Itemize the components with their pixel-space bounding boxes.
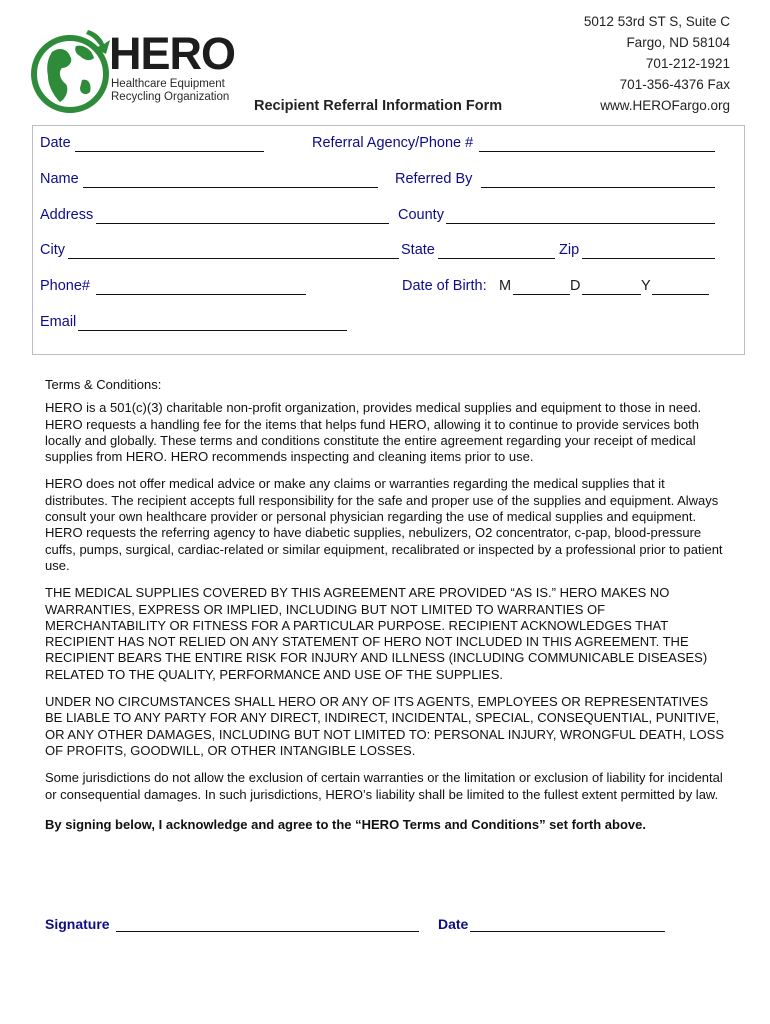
contact-block	[584, 11, 730, 116]
contact-website[interactable]: www.HEROFargo.org	[600, 98, 730, 113]
dob-year-field[interactable]	[652, 294, 709, 295]
logo-wordmark: HERO	[109, 28, 236, 79]
referral-agency-field[interactable]	[479, 151, 715, 152]
contact-phone: 701-212-1921	[645, 56, 730, 71]
name-field[interactable]	[83, 187, 378, 188]
terms-paragraph-5: Some jurisdictions do not allow the exclusion of certain warranties or the limitation or exclusion of liability for incidental or consequential damages. In such jurisdictions, HERO’s liability shall be limited to the fullest extent permitted by law.	[45, 770, 723, 802]
name-label: Name	[40, 171, 79, 187]
email-label: Email	[40, 314, 77, 330]
globe-icon	[30, 22, 112, 122]
email-field[interactable]	[78, 330, 347, 331]
signature-field[interactable]	[116, 931, 419, 932]
city-field[interactable]	[68, 258, 399, 259]
zip-label: Zip	[559, 242, 580, 258]
date-label: Date	[40, 135, 71, 151]
county-label: County	[398, 207, 444, 223]
state-label: State	[401, 242, 435, 258]
terms-section	[45, 377, 725, 844]
zip-field[interactable]	[582, 258, 715, 259]
date-field[interactable]	[75, 151, 264, 152]
address-label: Address	[40, 207, 94, 223]
terms-paragraph-2: HERO does not offer medical advice or make any claims or warranties regarding the medical supplies that it distributes. The recipient accepts full responsibility for the safe and proper use of the supplies and equipment. Always consult your own healthcare provider or personal physician regarding the use of medical supplies and equipment. HERO requests the referring agency to have diabetic supplies, nebulizers, O2 concentrator, c-pap, blood-pressure cuffs, pumps, surgical, cardiac-related or similar equipment, recalibrated or inspected by a professional prior to patient use.	[45, 476, 723, 573]
signature-date-field[interactable]	[470, 931, 665, 932]
referred-by-label: Referred By	[395, 171, 473, 187]
contact-city: Fargo, ND 58104	[626, 35, 730, 50]
state-field[interactable]	[438, 258, 555, 259]
terms-paragraph-4: UNDER NO CIRCUMSTANCES SHALL HERO OR ANY OF ITS AGENTS, EMPLOYEES OR REPRESENTATIVES BE LIABLE TO ANY PARTY FOR ANY DIRECT, INDIRECT, INCIDENTAL, SPECIAL, CONSEQUENTIAL, PUNITIVE, OR ANY OTHER DAMAGES, INCLUDING BUT NOT LIMITED TO: PERSONAL INJURY, WRONGFUL DEATH, LOSS OF PROFITS, GOODWILL, OR OTHER INTANGIBLE LOSSES.	[45, 694, 725, 758]
referral-agency-label: Referral Agency/Phone #	[312, 135, 474, 151]
logo-subtitle	[111, 78, 229, 103]
county-field[interactable]	[446, 223, 715, 224]
address-field[interactable]	[96, 223, 389, 224]
referred-by-field[interactable]	[481, 187, 715, 188]
dob-day-field[interactable]	[582, 294, 641, 295]
hero-logo	[30, 22, 235, 122]
referral-form-box	[32, 125, 745, 355]
dob-month-label: M	[499, 278, 512, 294]
dob-year-label: Y	[641, 278, 651, 294]
signature-label: Signature	[45, 916, 110, 932]
logo-subtitle-line2: Recycling Organization	[111, 90, 230, 103]
terms-paragraph-1: HERO is a 501(c)(3) charitable non-profit organization, provides medical supplies and equipment to those in need. HERO requests a handling fee for the items that helps fund HERO, allowing it to continue to provide services both locally and globally. These terms and conditions constitute the entire agreement regarding your receipt of medical supplies from HERO. HERO recommends inspecting and cleaning items prior to use.	[45, 400, 702, 465]
city-label: City	[40, 242, 65, 258]
form-title: Recipient Referral Information Form	[254, 98, 503, 114]
terms-paragraph-3: THE MEDICAL SUPPLIES COVERED BY THIS AGREEMENT ARE PROVIDED “AS IS.” HERO MAKES NO WARRANTIES, EXPRESS OR IMPLIED, INCLUDING BUT NOT LIMITED TO WARRANTIES OF MERCHANTABILITY OR FITNESS FOR A PARTICULAR PURPOSE. RECIPIENT ACKNOWLEDGES THAT RECIPIENT HAS NOT RELIED ON ANY STATEMENT OF HERO NOT INCLUDED IN THIS AGREEMENT. THE RECIPIENT BEARS THE ENTIRE RISK FOR INJURY AND ILLNESS (INCLUDING COMMUNICABLE DISEASES) RELATED TO THE QUALITY, PERFORMANCE AND USE OF THE SUPPLIES.	[45, 585, 708, 682]
phone-label: Phone#	[40, 278, 90, 294]
phone-field[interactable]	[96, 294, 306, 295]
dob-month-field[interactable]	[513, 294, 570, 295]
dob-label: Date of Birth:	[402, 278, 487, 294]
contact-fax: 701-356-4376 Fax	[619, 77, 730, 92]
dob-day-label: D	[570, 278, 581, 294]
terms-heading: Terms & Conditions:	[45, 377, 162, 392]
signature-date-label: Date	[438, 916, 469, 932]
logo-subtitle-line1: Healthcare Equipment	[111, 78, 225, 90]
contact-street: 5012 53rd ST S, Suite C	[583, 14, 730, 29]
acknowledgement-text: By signing below, I acknowledge and agree to the “HERO Terms and Conditions” set forth above.	[45, 816, 646, 832]
